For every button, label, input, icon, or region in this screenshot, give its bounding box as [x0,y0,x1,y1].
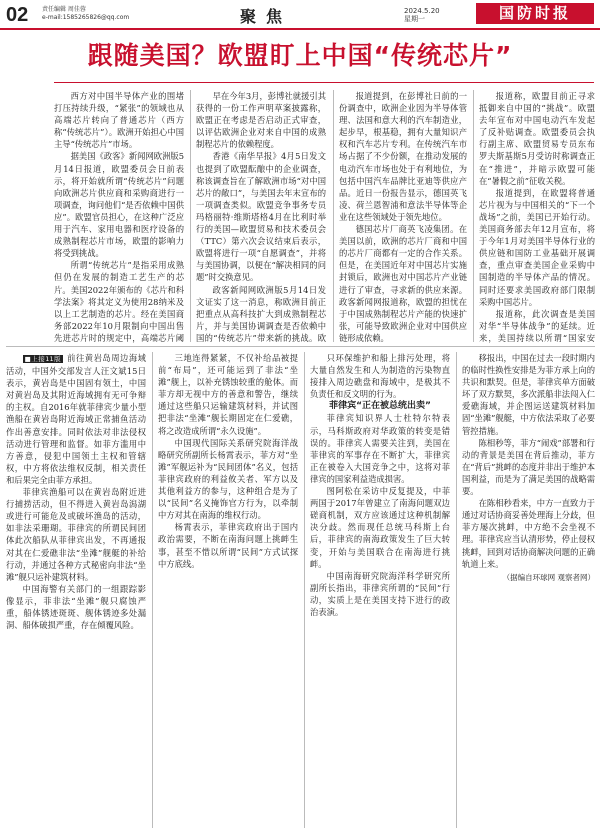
paragraph: 所谓“传统芯片”是指采用成熟但仍在发展的制造工艺生产的芯片。美国2022年颁布的《芯片和科学法案》将其定义为使用28纳米及以上工艺制造的芯片。经在美国商务部2022年10月限制向中国出售先进芯片时的规定中，高端芯片阈 [54,260,184,343]
upper-column-2 [196,90,326,345]
editor-name: 责任编辑 周佳蓉 [42,6,86,13]
upper-column-4 [479,90,595,345]
date-text: 2024.5.20 [404,7,440,15]
lower-column-3 [310,352,450,830]
paragraph: 报道提到，在彭博社日前的一份调查中，欧洲企业因为半导体管理、法国和意大利的汽车制造业，起步早，根基稳，拥有大量知识产权和汽车芯片专利。在传统汽车市场占据了不少份额，在推动发展的电动汽车市场也处于有利地位，为包括中国汽车品牌比亚迪等供应产品。近日一份报告显示，德国英飞凌、荷兰恩智浦和意法半导体等企业在这些领域处于领先地位。 [339,91,467,222]
article-headline: 跟随美国？欧盟盯上中国“传统芯片” [87,41,513,70]
paragraph: 西方对中国半导体产业的围堵打压持续升级，“紧张”的领域也从高端芯片转向了普通芯片（西方称“传统芯片”）。欧洲开始担心中国主导“传统芯片”市场。 [54,91,184,150]
paragraph: 菲律宾知识界人士杜特尔特表示，马科斯政府对华政策的转变是错误的。菲律宾人需要关注到，美国在菲律宾的军事存在不断扩大，菲律宾正在被卷入大国竞争之中，这将对菲律宾的国家利益造成损害。 [310,413,450,484]
column-divider [152,352,153,828]
paragraph: 报道称，此次调查是美国对华“半导体战争”的延续。近来，美国持续以所谓“国家安 [479,308,595,343]
paragraph: 菲律宾渔船可以在黄岩岛附近进行捕捞活动，但不得进入黄岩岛潟湖或进行可能危及或破坏渔岛的活动，如非法采珊瑚。菲律宾的所谓民间团体此次船队从菲律宾出发，不再通报对其在仁爱礁非法“坐滩”舰艇的补给行动，并通过各种方式秘密向非法“坐滩”舰只运补建筑材料。 [6,487,146,582]
column-divider [473,90,474,342]
paragraph: 报道称，欧盟目前正寻求抵御来自中国的“挑战”。欧盟去年宣布对中国电动汽车发起了反补贴调查。欧盟委员会执行副主席、欧盟贸易专员东布罗夫斯基斯5月受访时称调查正在“推进”，并暗示欧盟可能在“暑假之前”征收关税。 [479,91,595,186]
column-divider [190,90,191,342]
paragraph: 香港《南华早报》4月5日发文也提到了欧盟酝酿中的企业调查，称该调查旨在了解欧洲市场“对中国芯片的敞口”，与美国去年末宣布的一项调查类似。欧盟竞争事务专员玛格丽特·维斯塔格4月在比利时举行的美国—欧盟贸易和技术委员会（TTC）第六次会议结束后表示，欧盟将进行一项“自愿调查”，并将与美国协调，以便在“解决相同的问题”时交换意见。 [196,151,326,283]
paragraph: 早在今年3月，彭博社就援引其获得的一份工作声明草案披露称，欧盟正在考虑是否启动正式审查，以评估欧洲企业对来自中国的成熟制程芯片的依赖程度。 [196,91,326,150]
paragraph: 政客新闻网欧洲版5月14日发文证实了这一消息，称欧洲目前正把重点从高科技扩大到成熟制程芯片，并与美国协调调查是否依赖中国的“传统芯片”带来新的挑战。欧 [196,284,326,343]
column-divider [456,352,457,828]
paragraph: 移报出，中国在过去一段时期内的临时性换性安排是为菲方承上向的共识和默契。但是，菲律宾单方面破坏了双方默契，多次派船非法闯入仁爱礁海域，并企图运送建筑材料加固“坐滩”舰艇，中方依法采取了必要管控措施。 [462,353,595,436]
paragraph: 只环保维护和船上排污处理，将大量自然发生和人为制造的污染物直接排入周边礁盘和海域中，是极其不负责任和反文明的行为。 [310,353,450,400]
page-number: 02 [6,4,29,26]
upper-column-1 [54,90,184,345]
lower-column-4 [462,352,595,830]
paragraph: 陈相秒等，菲方“闹戏”部署和行动的背景是美国在背后推动，菲方在“背后”挑衅的态度并非出于维护本国利益，而是为了满足美国的战略需要。 [462,437,595,497]
paragraph: 德国芯片厂商英飞凌集团。在美国以前，欧洲的芯片厂商和中国的芯片厂商都有一定的合作关系。但是，在美国近年对中国芯片实施封锁后，欧洲也对中国芯片产业链进行了审查，寻求新的供应来源。政客新闻网报道称，欧盟的担忧在于中国成熟制程芯片产能的快速扩张，可能导致欧洲企业对中国供应链形成依赖。 [339,224,467,343]
editor-info [42,6,129,22]
headline-rule [54,82,594,83]
subheading: 菲律宾“正在被总统出卖” [329,401,431,412]
weekday-text: 星期一 [404,15,425,23]
paragraph: 中国现代国际关系研究院海洋战略研究所副所长杨霄表示，菲方对“坐滩”军舰运补为“民间团体”名义，包括菲律宾政府的利益攸关者、军方以及其他利益方的参与，这种组合是为了以“民间”名义掩饰官方行为，以牵制中方对其在南海的维权行动。 [158,437,298,521]
column-divider [304,352,305,828]
continued-tag: ■上接11版 [24,355,62,363]
issue-date [404,7,440,23]
paragraph: 杨霄表示，菲律宾政府出于国内政治需要，不断在南海问题上挑衅生事，甚至不惜以所谓“民间”方式试探中方底线。 [158,522,298,569]
page-header [0,0,600,28]
column-divider [333,90,334,342]
paragraph: 在陈相秒看来，中方一直致力于通过对话协商妥善处理海上分歧，但菲方屡次挑衅，中方绝不会坐视不理。菲律宾应当认清形势，停止侵权挑衅，回到对话协商解决问题的正确轨道上来。 [462,498,595,569]
editor-email: e-mail:1585265826@qq.com [42,14,130,21]
paragraph: 报道提到，在欧盟将普通芯片视为与中国相关的“下一个战场”之前，美国已开始行动。美国商务部去年12月宣布，将于今年1月对美国半导体行业的供应链和国防工业基础开展调查，重点审查美国企业采购中国制造的半导体产品的情况。同时还要求美国政府部门限制采购中国芯片。 [479,187,595,307]
lower-column-2 [158,352,298,830]
header-rule [0,28,600,30]
lower-column-1 [6,352,146,830]
paragraph: 据美国《政客》新闻网欧洲版5月14日报道，欧盟委员会日前表示，将开始就所谓“传统芯片”问题向欧洲芯片供应商和采购商进行一项调查，询问他们“是否依赖中国供应”。欧盟官员担心，在这种广泛应用于汽车、家用电器和医疗设备的成熟制程芯片市场，欧盟的影响力将受到挑战。 [54,151,184,259]
paragraph: 中国海警有关部门的一组跟踪影像显示，菲非法“坐滩”舰只腐蚀严重，船体锈迹斑斑、舰体锈迹多处漏洞、船体破损严重，存在倾覆风险。 [6,583,146,631]
section-divider [6,346,595,347]
paragraph-text: 前往黄岩岛周边海域活动，中国外交部发言人汪文斌15日表示，黄岩岛是中国固有领土，中国对黄岩岛及其附近海域拥有无可争辩的主权。自2016年就菲律宾少量小型渔船在黄岩岛附近海域正常捕鱼活动作出善意安排。同时依法对非法侵权活动进行管理和监督。如菲方滥用中方善意，侵犯中国领土主权和管辖权，中方将依法维权反制，相关责任和后果完全由菲方承担。 [6,353,146,485]
upper-column-3 [339,90,467,345]
paragraph [6,352,146,486]
paragraph: 中国南海研究院海洋科学研究所副所长指出，菲律宾所谓的“民间”行动，实质上是在美国支持下进行的政治表演。 [310,570,450,617]
paragraph: 图阿松在采访中反复提及，中菲两国于2017年曾建立了南海问题双边磋商机制，双方应该通过这种机制解决分歧。然而现任总统马科斯上台后，菲律宾的南海政策发生了巨大转变，开始与美国联合在南海进行挑衅。 [310,486,450,569]
paragraph: 三地连得紧紧，不仅补给品被提前“布局”，还可能运到了非法“坐滩”舰上，以补充锈蚀较重的舱体。而菲方却无视中方的善意和警告，继续通过这些船只运输建筑材料，并试图把非法“坐滩”舰长期固定在仁爱礁，将之改造成所谓“永久设施”。 [158,353,298,436]
masthead-logo: 国防时报 [476,3,594,24]
section-title: 聚焦 [240,7,293,26]
byline: （据编自环球网 观察者网） [502,572,595,582]
